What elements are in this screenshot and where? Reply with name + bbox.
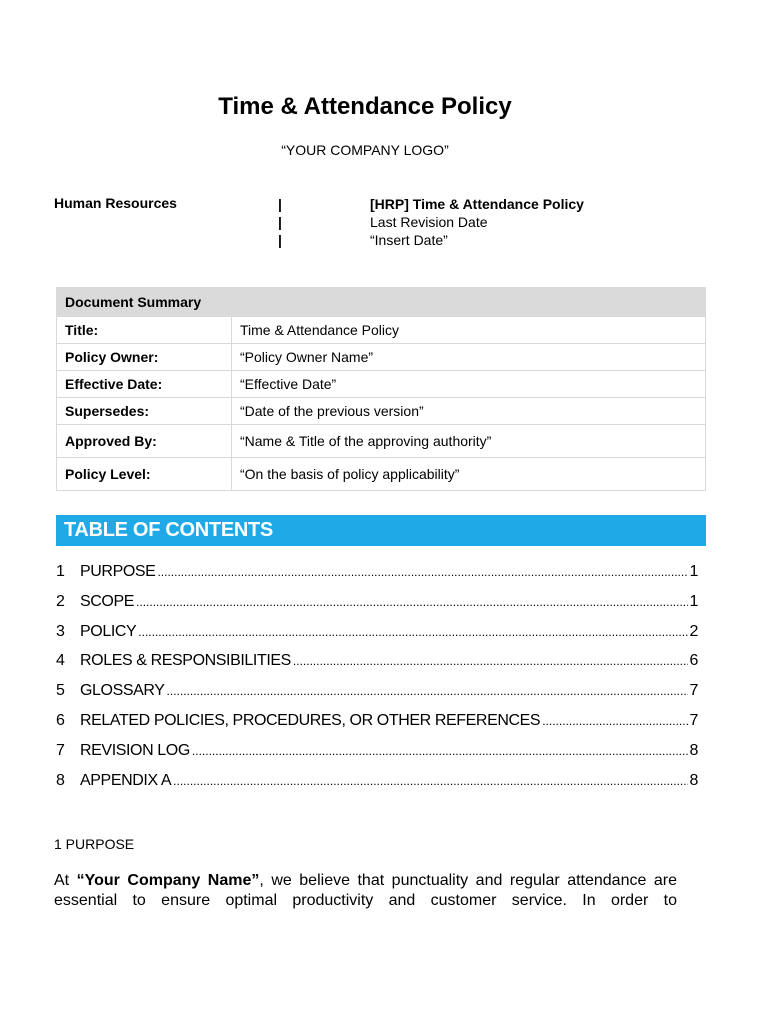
toc-label: PURPOSE: [80, 563, 156, 580]
toc-list: [56, 563, 698, 801]
company-name: “Your Company Name”: [76, 872, 260, 889]
toc-page: 8: [689, 771, 698, 789]
toc-entry[interactable]: [56, 742, 698, 772]
toc-number: 4: [56, 652, 65, 670]
purpose-paragraph: [54, 871, 677, 911]
summary-row: [57, 371, 706, 398]
section-heading-purpose: 1 PURPOSE: [54, 836, 135, 852]
summary-value: “Policy Owner Name”: [232, 344, 706, 371]
summary-value: “Date of the previous version”: [232, 398, 706, 425]
summary-label: Approved By:: [57, 425, 232, 458]
toc-leader: [167, 682, 688, 700]
toc-page: 7: [689, 682, 698, 700]
toc-number: 3: [56, 622, 65, 640]
toc-leader: [157, 563, 687, 581]
toc-leader: [293, 652, 688, 670]
toc-page: 1: [689, 592, 698, 610]
toc-label: ROLES & RESPONSIBILITIES: [80, 652, 291, 670]
toc-number: 2: [56, 592, 65, 610]
toc-heading: TABLE OF CONTENTS: [56, 515, 706, 546]
toc-label: RELATED POLICIES, PROCEDURES, OR OTHER REFERENCES: [80, 711, 541, 729]
toc-number: 8: [56, 771, 65, 789]
summary-row: [57, 398, 706, 425]
toc-number: 1: [56, 563, 65, 580]
toc-page: 8: [689, 741, 698, 759]
toc-entry[interactable]: [56, 623, 698, 653]
separator-pipe: |: [278, 232, 282, 248]
department-name: Human Resources: [54, 195, 177, 211]
summary-value: “Name & Title of the approving authority”: [232, 425, 706, 458]
summary-value: Time & Attendance Policy: [232, 317, 706, 344]
summary-row: [57, 344, 706, 371]
document-title: Time & Attendance Policy: [218, 93, 512, 120]
summary-label: Title:: [57, 317, 232, 344]
toc-leader: [192, 742, 688, 760]
revision-label: Last Revision Date: [370, 214, 488, 230]
summary-row: [57, 425, 706, 458]
summary-label: Policy Level:: [57, 458, 232, 491]
toc-entry[interactable]: [56, 772, 698, 802]
header-policy-info: [370, 195, 584, 249]
toc-entry[interactable]: [56, 563, 698, 593]
toc-number: 7: [56, 741, 65, 759]
toc-leader: [138, 623, 687, 641]
toc-page: 2: [689, 622, 698, 640]
summary-heading: Document Summary: [57, 288, 706, 317]
summary-value: “Effective Date”: [232, 371, 706, 398]
summary-label: Policy Owner:: [57, 344, 232, 371]
toc-label: SCOPE: [80, 592, 135, 610]
revision-date: “Insert Date”: [370, 232, 448, 248]
toc-entry[interactable]: [56, 652, 698, 682]
para-prefix: At: [54, 872, 77, 889]
policy-name: [HRP] Time & Attendance Policy: [370, 196, 584, 212]
summary-header-row: [57, 288, 706, 317]
toc-leader: [136, 593, 687, 611]
summary-row: [57, 317, 706, 344]
para-text: , we believe that punctuality and regular attendance are essential to ensure optimal productivity and customer service. In order to: [54, 872, 678, 909]
toc-number: 5: [56, 682, 65, 700]
header-separator: [278, 195, 282, 249]
toc-leader: [173, 772, 687, 790]
toc-page: 6: [689, 652, 698, 670]
toc-page: 1: [689, 563, 698, 580]
toc-label: POLICY: [80, 622, 137, 640]
summary-label: Supersedes:: [57, 398, 232, 425]
separator-pipe: |: [278, 196, 282, 212]
summary-value: “On the basis of policy applicability”: [232, 458, 706, 491]
toc-number: 6: [56, 711, 65, 729]
separator-pipe: |: [278, 214, 282, 230]
toc-leader: [542, 712, 687, 730]
toc-entry[interactable]: [56, 682, 698, 712]
summary-row: [57, 458, 706, 491]
toc-label: REVISION LOG: [80, 741, 190, 759]
toc-label: APPENDIX A: [80, 771, 172, 789]
toc-label: GLOSSARY: [80, 682, 165, 700]
summary-label: Effective Date:: [57, 371, 232, 398]
toc-entry[interactable]: [56, 593, 698, 623]
toc-page: 7: [689, 711, 698, 729]
document-summary-table: [56, 287, 706, 491]
toc-entry[interactable]: [56, 712, 698, 742]
company-logo-placeholder: “YOUR COMPANY LOGO”: [281, 142, 449, 158]
